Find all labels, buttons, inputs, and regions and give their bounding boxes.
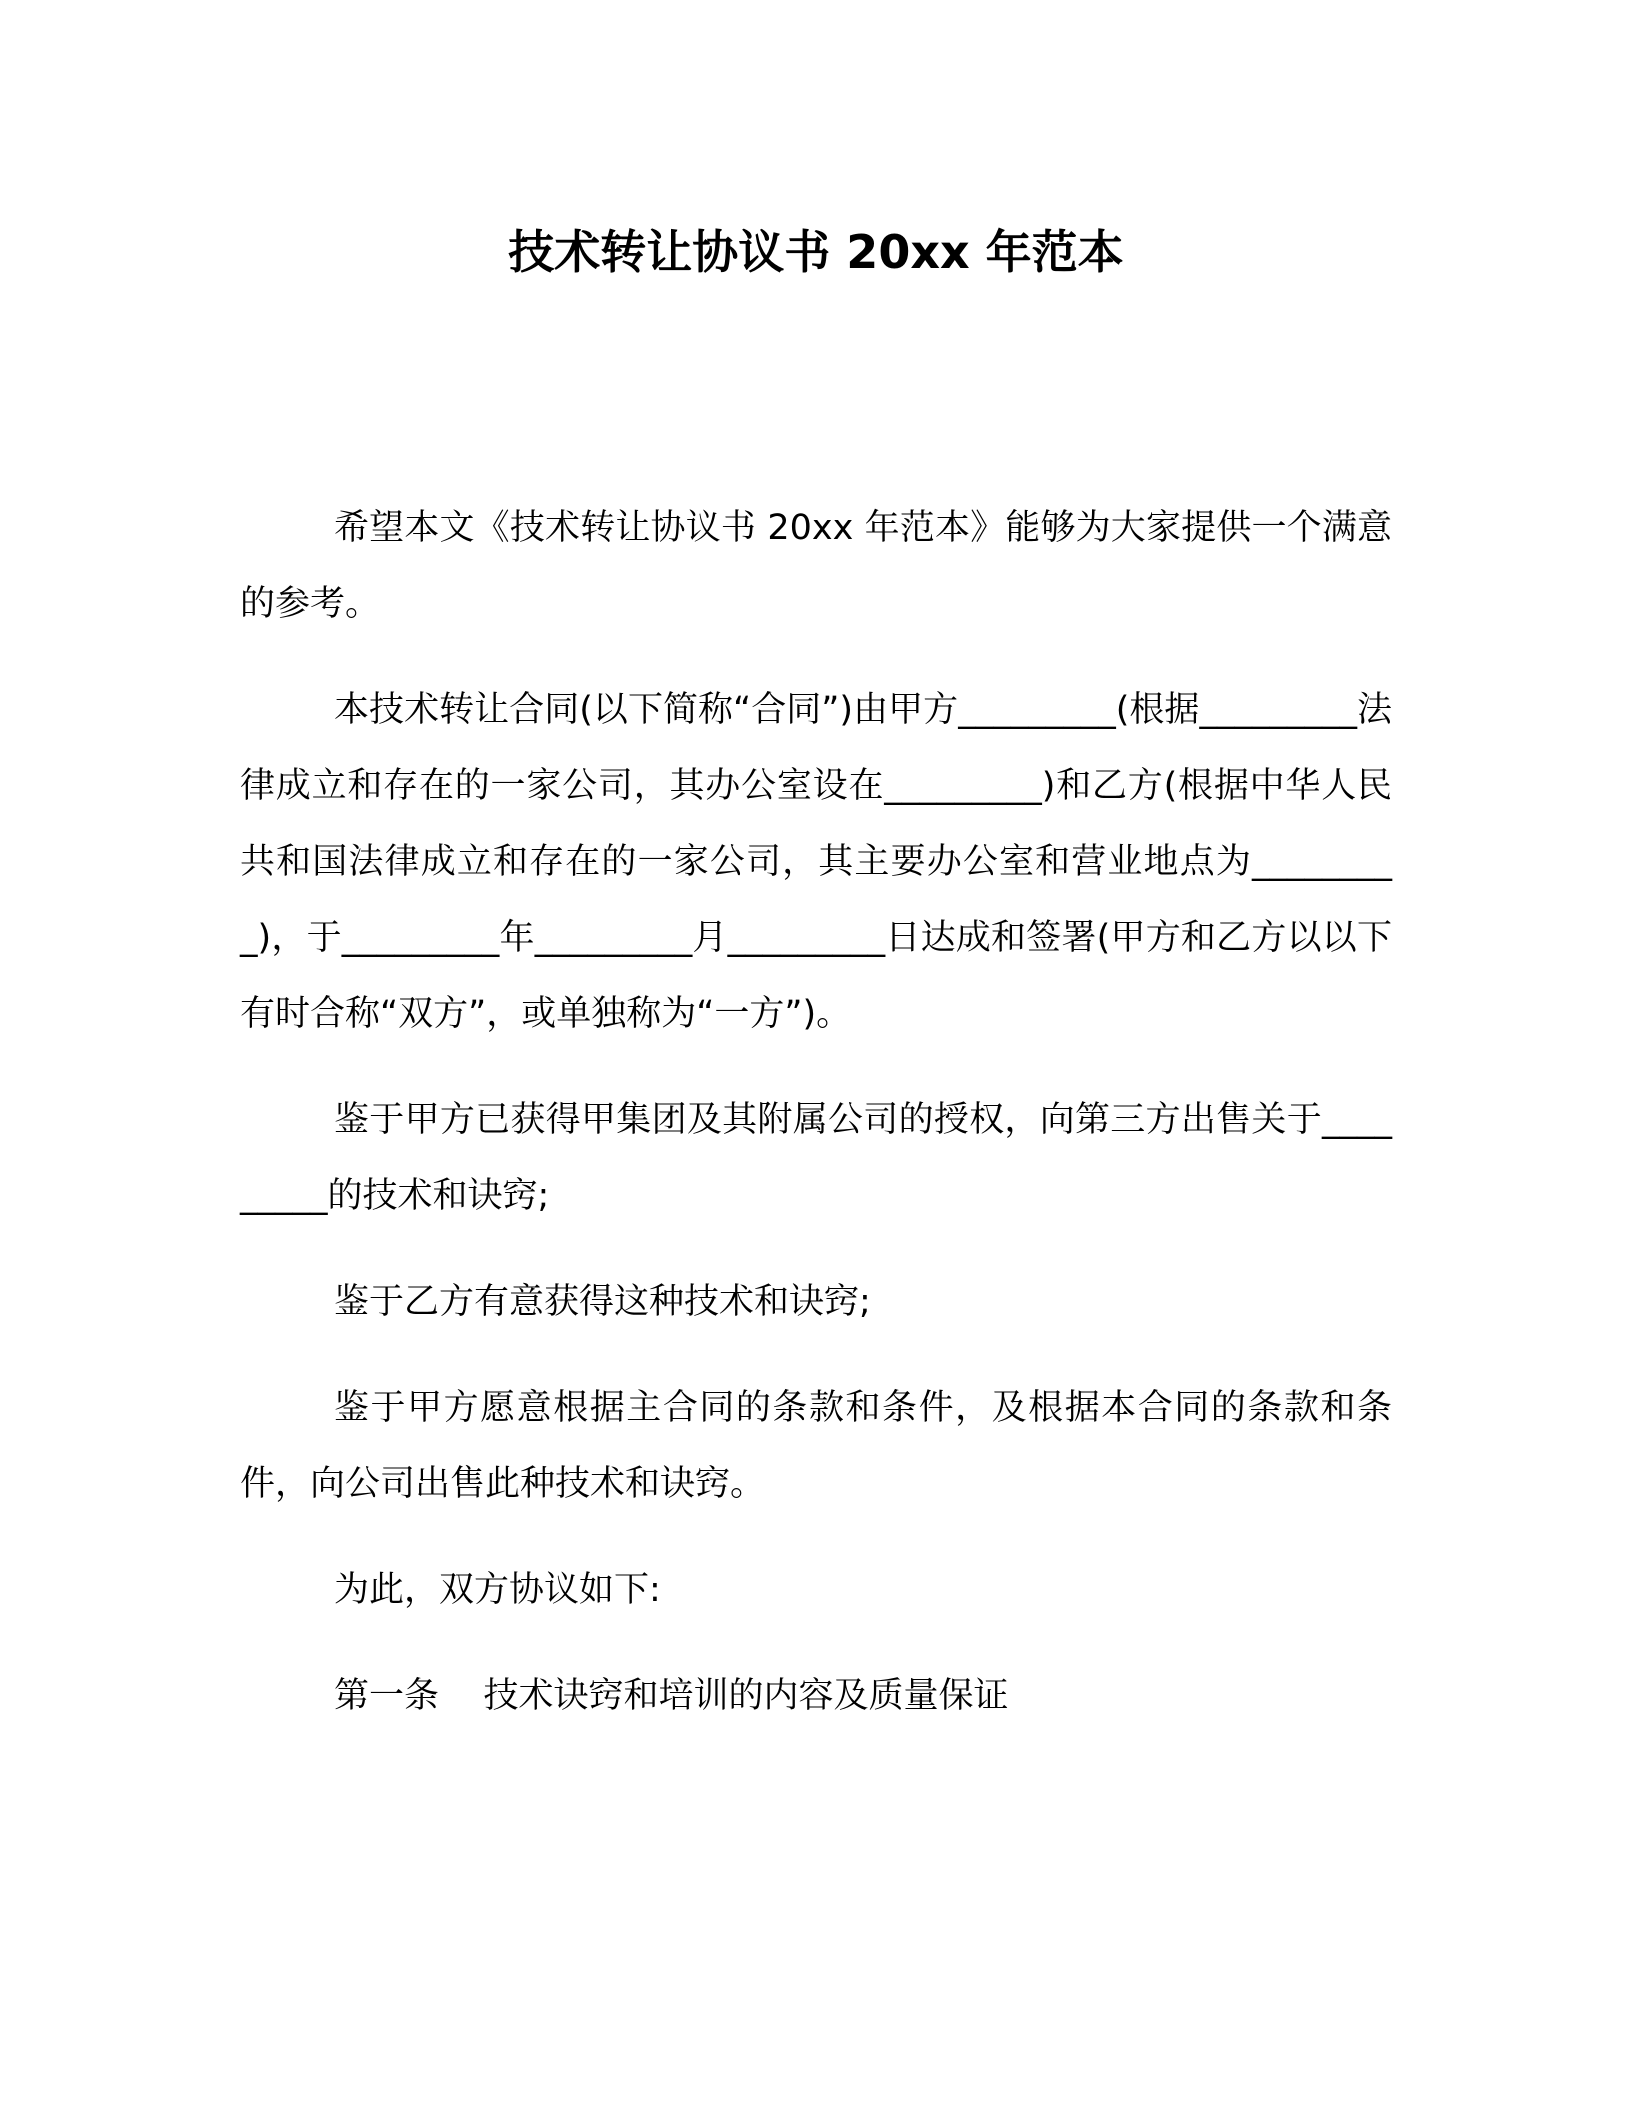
article-one-heading: 第一条 技术诀窍和培训的内容及质量保证 bbox=[334, 1676, 1009, 1716]
document-title: 技术转让协议书 20xx 年范本 bbox=[508, 225, 1124, 279]
intro-paragraph: 希望本文《技术转让协议书 20xx 年范本》能够为大家提供一个满意的参考。 bbox=[240, 508, 1392, 624]
document-body bbox=[240, 490, 1392, 1764]
whereas-party-b-paragraph: 鉴于乙方有意获得这种技术和诀窍; bbox=[334, 1282, 871, 1322]
agreement-intro-paragraph: 为此，双方协议如下: bbox=[334, 1570, 661, 1610]
contract-parties-paragraph: 本技术转让合同(以下简称“合同”)由甲方_________(根据_________法律成立和存在的一家公司，其办公室设在_________)和乙方(根据中华人民共和国法律成立和存在的一家公司，其主要办公室和营业地点为_________)，于_________年_________月_________日达成和签署(甲方和乙方以以下有时合称“双方”，或单独称为“一方”)。 bbox=[240, 690, 1392, 1034]
whereas-party-a-paragraph: 鉴于甲方已获得甲集团及其附属公司的授权，向第三方出售关于_________的技术和诀窍; bbox=[240, 1100, 1392, 1216]
whereas-sale-paragraph: 鉴于甲方愿意根据主合同的条款和条件，及根据本合同的条款和条件，向公司出售此种技术和诀窍。 bbox=[240, 1388, 1392, 1504]
